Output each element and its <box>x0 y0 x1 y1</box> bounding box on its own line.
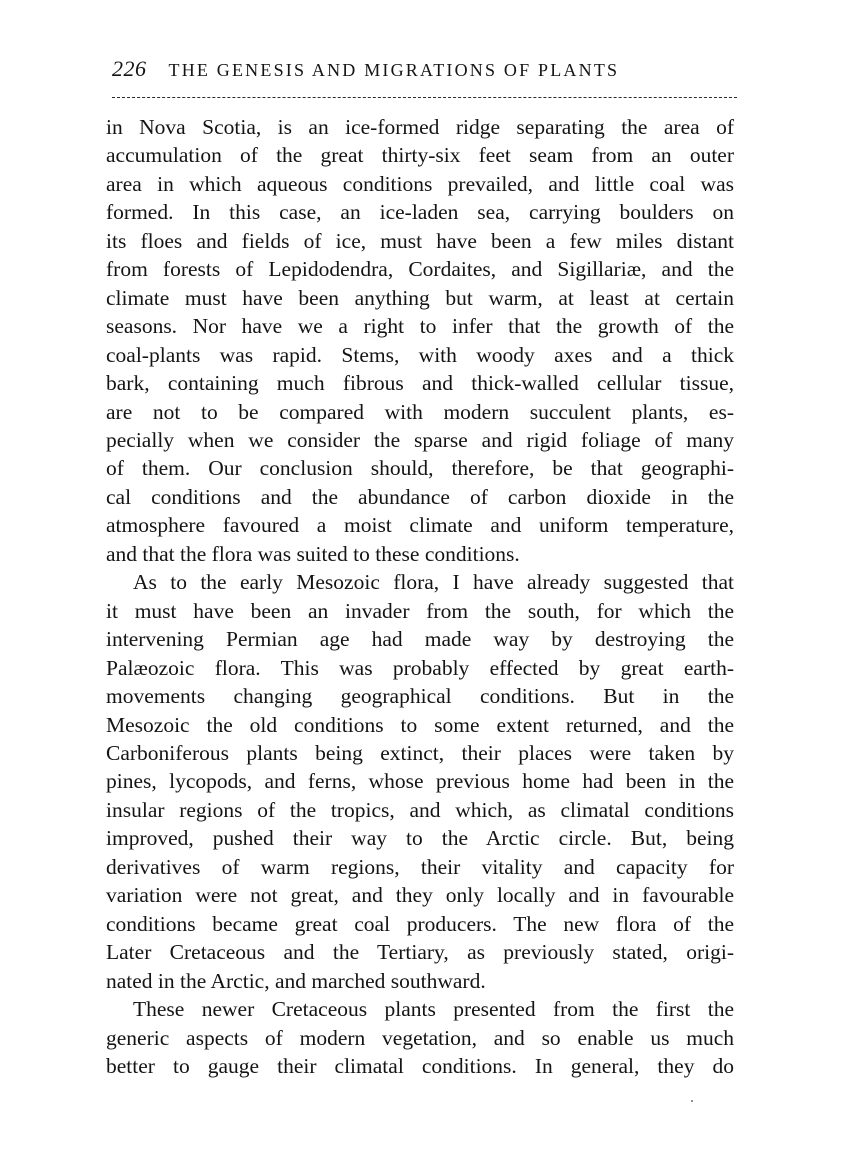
text-line: climate must have been anything but warm, at least at certain <box>106 285 734 310</box>
header-rule <box>112 97 737 98</box>
text-line: Palæozoic flora. This was probably effected by great earth- <box>106 655 734 680</box>
text-line: These newer Cretaceous plants presented from the first the <box>133 997 734 1022</box>
text-line: its floes and fields of ice, must have been a few miles distant <box>106 228 734 253</box>
text-line: intervening Permian age had made way by destroying the <box>106 627 734 652</box>
text-line: accumulation of the great thirty-six feet seam from an outer <box>106 143 734 168</box>
text-line: from forests of Lepidodendra, Cordaites, and Sigillariæ, and the <box>106 257 734 282</box>
paragraph <box>106 113 734 568</box>
text-line: movements changing geographical conditions. But in the <box>106 684 734 709</box>
text-line: seasons. Nor have we a right to infer that the growth of the <box>106 314 734 339</box>
print-speck <box>691 1100 693 1102</box>
text-line: As to the early Mesozoic flora, I have already suggested that <box>133 570 734 595</box>
text-line: improved, pushed their way to the Arctic circle. But, being <box>106 826 734 851</box>
text-line: variation were not great, and they only locally and in favourable <box>106 883 734 908</box>
text-line: cal conditions and the abundance of carbon dioxide in the <box>106 484 734 509</box>
running-header <box>112 56 737 86</box>
text-line: Later Cretaceous and the Tertiary, as previously stated, origi- <box>106 940 734 965</box>
body-text <box>106 113 734 1080</box>
text-line: nated in the Arctic, and marched southward. <box>106 968 486 993</box>
text-line: conditions became great coal producers. The new flora of the <box>106 911 734 936</box>
text-line: better to gauge their climatal conditions. In general, they do <box>106 1053 734 1078</box>
text-line: it must have been an invader from the south, for which the <box>106 598 734 623</box>
text-line: coal-plants was rapid. Stems, with woody axes and a thick <box>106 342 734 367</box>
text-line: are not to be compared with modern succulent plants, es- <box>106 399 734 424</box>
paragraph <box>106 995 734 1080</box>
text-line: derivatives of warm regions, their vitality and capacity for <box>106 854 734 879</box>
text-line: of them. Our conclusion should, therefore, be that geographi- <box>106 456 734 481</box>
running-title: THE GENESIS AND MIGRATIONS OF PLANTS <box>168 60 620 80</box>
text-line: pines, lycopods, and ferns, whose previous home had been in the <box>106 769 734 794</box>
text-line: pecially when we consider the sparse and rigid foliage of many <box>106 427 734 452</box>
text-line: bark, containing much fibrous and thick-walled cellular tissue, <box>106 371 734 396</box>
paragraph <box>106 568 734 995</box>
text-line: insular regions of the tropics, and which, as climatal conditions <box>106 797 734 822</box>
text-line: formed. In this case, an ice-laden sea, carrying boulders on <box>106 200 734 225</box>
text-line: Carboniferous plants being extinct, their places were taken by <box>106 740 734 765</box>
text-line: in Nova Scotia, is an ice-formed ridge separating the area of <box>106 115 734 139</box>
text-line: generic aspects of modern vegetation, and so enable us much <box>106 1025 734 1050</box>
text-line: area in which aqueous conditions prevailed, and little coal was <box>106 171 734 196</box>
text-line: Mesozoic the old conditions to some extent returned, and the <box>106 712 734 737</box>
text-line: atmosphere favoured a moist climate and uniform temperature, <box>106 513 734 538</box>
text-line: and that the flora was suited to these conditions. <box>106 541 520 566</box>
page-number: 226 <box>112 56 147 81</box>
